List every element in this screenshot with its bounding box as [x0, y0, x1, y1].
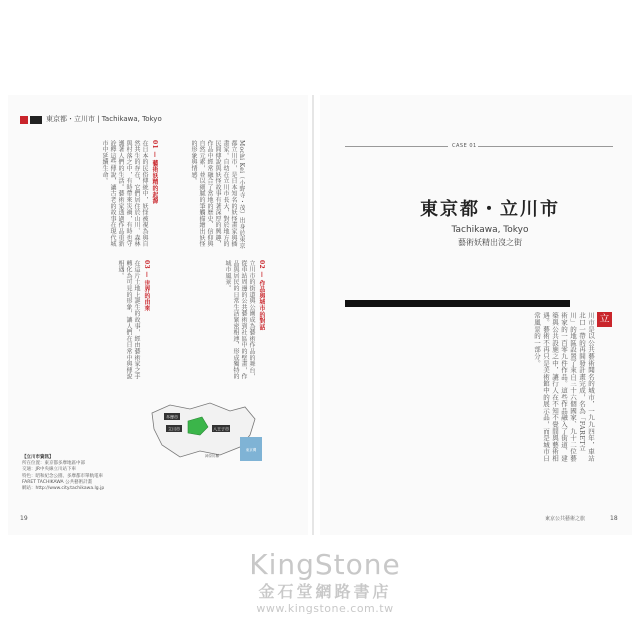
page-number-right: 18 [610, 515, 618, 522]
case-rule-left [345, 146, 448, 147]
section-column-2 [155, 260, 265, 380]
info-line: 交通：JR中央線立川站下車 [22, 467, 76, 473]
watermark-name: 金石堂網路書店 [258, 582, 392, 601]
header-red-block [20, 116, 28, 124]
case-rule-right [478, 146, 613, 147]
map-label-1: 多摩市 [166, 414, 178, 420]
right-body-text: 川市是以公共藝術聞名的城市，一九九四年，車站北口一帶的再開發計畫完成，名為「FARET立川」的地區設置了來自三十六個國家、九十二位藝術家的一百零九件作品。這些作品融入了街道、建築與公共設施之中，讓行人在不知不覺間與藝術相遇。藝術不再只是美術館中的展示品，而是城市日常風景的一部分。 [533, 312, 595, 462]
section-heading: 03 — 世界的由來 [143, 260, 150, 312]
section-body: 立川市的街道與公園成為藝術作品的舞台，從車站周邊的公共藝術到社區中的壁畫，作品與居民的日常生活緊密相連，形成獨特的城市風景。 [224, 260, 255, 380]
info-title: 【立川市資訊】 [22, 455, 54, 460]
header-black-block [30, 116, 42, 124]
info-line: 網站：http://www.city.tachikawa.lg.jp [22, 486, 105, 492]
title-block [370, 195, 610, 248]
case-label: CASE 01 [452, 143, 477, 149]
info-line: 所在位置：東京都多摩地區中部 [22, 461, 85, 467]
title-english: Tachikawa, Tokyo [451, 225, 529, 235]
footer-text: 東京公共藝術之旅 [545, 516, 586, 522]
intro-column [165, 140, 245, 250]
title-bar [345, 300, 570, 307]
page-number-left: 19 [20, 515, 28, 522]
section-body: 在日本的民俗傳統中，妖怪被視為與自然共生的存在，它們居住於山川、森林與村落之中，有時帶來災禍，有時也守護著人們的生活。藝術家透過作品重新詮釋這些傳說，讓古老的故事在現代城市中延續生命。 [101, 140, 148, 248]
info-line: 特色：昭和紀念公園、多摩都市單軌電車 [22, 473, 103, 479]
section-heading: 02 — 作品與城市的對話 [258, 260, 265, 331]
section-column-3 [70, 260, 150, 380]
section-column-1 [70, 140, 158, 250]
watermark-url: www.kingstone.com.tw [256, 602, 394, 615]
section-body: 在這片土地上誕生的故事，經由藝術家之手轉化為可見的形象，讓人們在日常中與傳說相遇。 [117, 260, 140, 380]
map-label-5: 神奈川縣 [205, 454, 219, 458]
watermark [220, 548, 430, 615]
drop-cap: 立 [597, 312, 612, 327]
page-gutter [312, 95, 314, 535]
info-box [22, 455, 197, 492]
map-label-2: 立川市 [168, 426, 180, 432]
page-title: 東京都・立川市 [420, 199, 560, 220]
title-subtitle: 藝術妖精出沒之街 [458, 238, 522, 247]
right-body-column [360, 312, 595, 462]
info-line: FARET TACHIKAWA 公共藝術計畫 [22, 479, 93, 485]
section-heading: 01 — 藝術妖精的起源 [151, 140, 158, 205]
map-label-4: 東京灣 [245, 448, 257, 452]
left-page-header: 東京都・立川市 | Tachikawa, Tokyo [46, 115, 162, 123]
intro-text: Mochi Kei（小野寺・茂）出身於東京都立川市，是日本知名的妖怪畫家與插畫家。自幼在立川市長大，對於地方的民間傳說與妖怪故事有著深厚的興趣，作品中經常融合了當地的歷史、信仰與自然元素，並以細膩的筆觸描繪出妖怪的形象與情感。 [190, 140, 245, 249]
map-label-3: 八王子市 [213, 426, 229, 432]
watermark-logo: KingStone [249, 548, 401, 581]
